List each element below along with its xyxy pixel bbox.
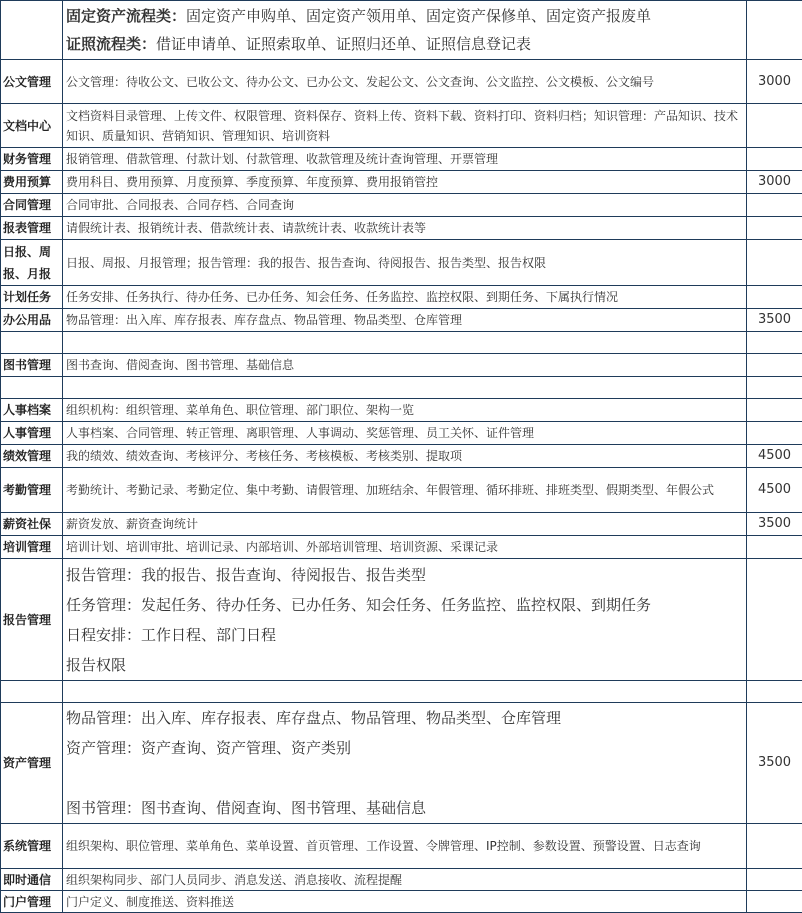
table-row [1, 171, 802, 194]
table-row [1, 445, 802, 468]
description-cell: 日报、周报、月报管理；报告管理：我的报告、报告查询、待阅报告、报告类型、报告权限 [63, 240, 747, 286]
category-cell: 计划任务 [1, 286, 63, 309]
category-cell [1, 1, 63, 60]
table-row [1, 240, 802, 286]
asset-spacer [66, 763, 743, 793]
category-cell: 门户管理 [1, 891, 63, 913]
description-cell: 合同审批、合同报表、合同存档、合同查询 [63, 194, 747, 217]
price-cell [747, 148, 802, 171]
category-cell: 资产管理 [1, 703, 63, 824]
price-cell [747, 399, 802, 422]
category-cell: 绩效管理 [1, 445, 63, 468]
price-cell: 3500 [747, 309, 802, 332]
asset-line: 物品管理：出入库、库存报表、库存盘点、物品管理、物品类型、仓库管理 [66, 703, 743, 733]
price-cell: 3000 [747, 171, 802, 194]
description-cell: 请假统计表、报销统计表、借款统计表、请款统计表、收款统计表等 [63, 217, 747, 240]
price-cell: 4500 [747, 468, 802, 513]
category-cell: 人事管理 [1, 422, 63, 445]
asset-description [63, 703, 747, 824]
table-row [1, 286, 802, 309]
report-line: 日程安排：工作日程、部门日程 [66, 620, 743, 650]
description-cell: 费用科目、费用预算、月度预算、季度预算、年度预算、费用报销管控 [63, 171, 747, 194]
table-row [1, 194, 802, 217]
flow-label-assets: 固定资产流程类： [66, 7, 186, 25]
description-cell: 公文管理：待收公文、已收公文、待办公文、已办公文、发起公文、公文查询、公文监控、公文模板、公文编号 [63, 60, 747, 104]
table-row [1, 60, 802, 104]
table-row [1, 1, 802, 60]
description-cell: 物品管理：出入库、库存报表、库存盘点、物品管理、物品类型、仓库管理 [63, 309, 747, 332]
category-cell: 图书管理 [1, 354, 63, 377]
flow-text-certs: 借证申请单、证照索取单、证照归还单、证照信息登记表 [156, 35, 531, 53]
table-row [1, 148, 802, 171]
table-row [1, 399, 802, 422]
price-cell [747, 1, 802, 60]
empty-cell [747, 377, 802, 399]
price-cell [747, 824, 802, 869]
asset-line: 图书管理：图书查询、借阅查询、图书管理、基础信息 [66, 793, 743, 823]
empty-cell [1, 332, 63, 354]
category-cell: 办公用品 [1, 309, 63, 332]
report-description [63, 559, 747, 681]
description-cell: 组织机构：组织管理、菜单角色、职位管理、部门职位、架构一览 [63, 399, 747, 422]
empty-cell [1, 377, 63, 399]
description-cell: 图书查询、借阅查询、图书管理、基础信息 [63, 354, 747, 377]
category-cell: 文档中心 [1, 104, 63, 148]
description-cell: 组织架构、职位管理、菜单角色、菜单设置、首页管理、工作设置、令牌管理、IP控制、参数设置、预警设置、日志查询 [63, 824, 747, 869]
description-cell: 文档资料目录管理、上传文件、权限管理、资料保存、资料上传、资料下载、资料打印、资料归档；知识管理：产品知识、技术知识、质量知识、营销知识、管理知识、培训资料 [63, 104, 747, 148]
price-cell [747, 286, 802, 309]
description-cell: 任务安排、任务执行、待办任务、已办任务、知会任务、任务监控、监控权限、到期任务、下属执行情况 [63, 286, 747, 309]
empty-row [1, 681, 802, 703]
table-row [1, 422, 802, 445]
category-cell: 系统管理 [1, 824, 63, 869]
category-cell: 即时通信 [1, 869, 63, 891]
category-cell: 报告管理 [1, 559, 63, 681]
empty-cell [63, 681, 747, 703]
empty-cell [747, 332, 802, 354]
table-row [1, 869, 802, 891]
report-line: 报告权限 [66, 650, 743, 680]
table-row [1, 824, 802, 869]
price-cell: 3000 [747, 60, 802, 104]
empty-row [1, 332, 802, 354]
category-cell: 合同管理 [1, 194, 63, 217]
category-cell: 日报、周报、月报 [1, 240, 63, 286]
flow-label-certs: 证照流程类： [66, 35, 156, 53]
description-cell: 报销管理、借款管理、付款计划、付款管理、收款管理及统计查询管理、开票管理 [63, 148, 747, 171]
category-cell: 报表管理 [1, 217, 63, 240]
empty-cell [747, 681, 802, 703]
report-line: 报告管理：我的报告、报告查询、待阅报告、报告类型 [66, 560, 743, 590]
table-row [1, 891, 802, 913]
table-row [1, 104, 802, 148]
report-line: 任务管理：发起任务、待办任务、已办任务、知会任务、任务监控、监控权限、到期任务 [66, 590, 743, 620]
description-cell: 培训计划、培训审批、培训记录、内部培训、外部培训管理、培训资源、采课记录 [63, 536, 747, 559]
description-cell: 人事档案、合同管理、转正管理、离职管理、人事调动、奖惩管理、员工关怀、证件管理 [63, 422, 747, 445]
flow-text-assets: 固定资产申购单、固定资产领用单、固定资产保修单、固定资产报废单 [186, 7, 651, 25]
empty-cell [1, 681, 63, 703]
description-cell: 组织架构同步、部门人员同步、消息发送、消息接收、流程提醒 [63, 869, 747, 891]
price-cell [747, 422, 802, 445]
category-cell: 人事档案 [1, 399, 63, 422]
description-cell: 考勤统计、考勤记录、考勤定位、集中考勤、请假管理、加班结余、年假管理、循环排班、排班类型、假期类型、年假公式 [63, 468, 747, 513]
category-cell: 考勤管理 [1, 468, 63, 513]
empty-cell [63, 332, 747, 354]
empty-row [1, 377, 802, 399]
price-cell [747, 354, 802, 377]
price-cell [747, 891, 802, 913]
table-row [1, 309, 802, 332]
price-cell [747, 559, 802, 681]
price-cell [747, 104, 802, 148]
table-row-report [1, 559, 802, 681]
category-cell: 公文管理 [1, 60, 63, 104]
price-cell [747, 536, 802, 559]
category-cell: 财务管理 [1, 148, 63, 171]
description-cell: 我的绩效、绩效查询、考核评分、考核任务、考核模板、考核类别、提取项 [63, 445, 747, 468]
empty-cell [63, 377, 747, 399]
price-cell: 3500 [747, 703, 802, 824]
asset-line: 资产管理：资产查询、资产管理、资产类别 [66, 733, 743, 763]
price-cell [747, 240, 802, 286]
description-cell: 薪资发放、薪资查询统计 [63, 513, 747, 536]
price-cell: 3500 [747, 513, 802, 536]
table-row [1, 513, 802, 536]
table-row [1, 217, 802, 240]
category-cell: 薪资社保 [1, 513, 63, 536]
table-row [1, 536, 802, 559]
table-row [1, 468, 802, 513]
price-cell [747, 869, 802, 891]
price-cell [747, 217, 802, 240]
flow-description [63, 1, 747, 60]
category-cell: 费用预算 [1, 171, 63, 194]
description-cell: 门户定义、制度推送、资料推送 [63, 891, 747, 913]
table-row-asset [1, 703, 802, 824]
price-cell [747, 194, 802, 217]
category-cell: 培训管理 [1, 536, 63, 559]
price-cell: 4500 [747, 445, 802, 468]
table-row [1, 354, 802, 377]
